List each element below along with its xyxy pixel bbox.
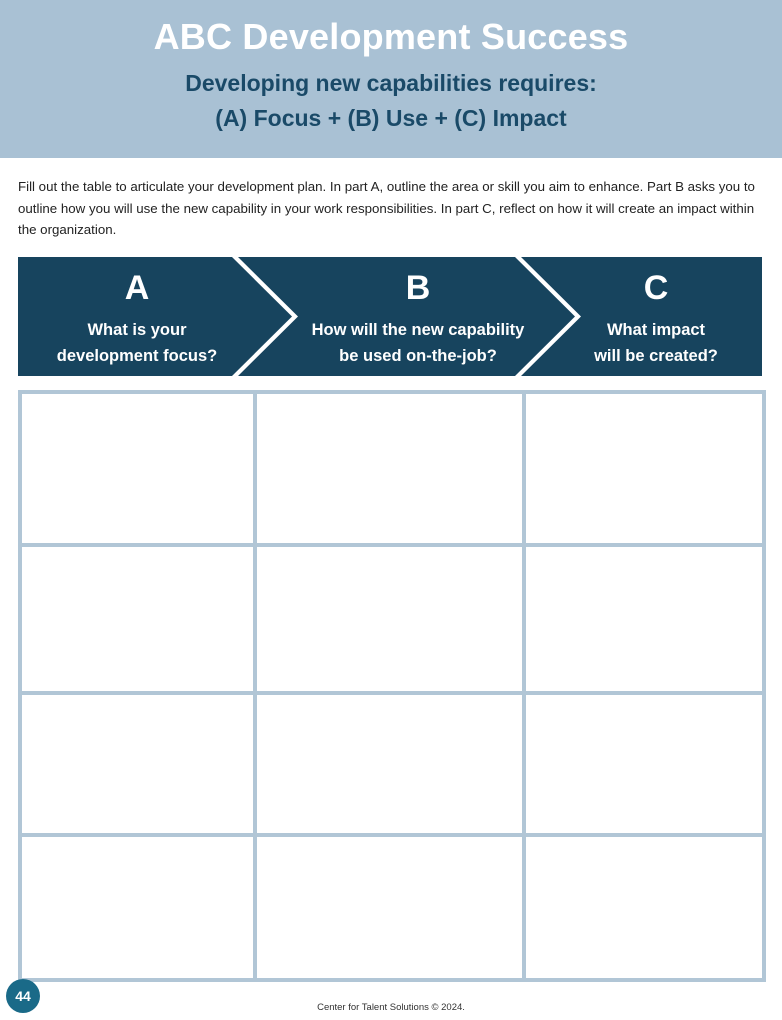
column-header-c: [566, 257, 746, 376]
column-question-c-line1: What impact: [606, 321, 706, 339]
column-question-a-line2: development focus?: [56, 347, 218, 365]
page-number-badge: 44: [6, 979, 40, 1013]
cell-focus[interactable]: [20, 545, 255, 693]
column-question-b-line2: be used on-the-job?: [339, 347, 497, 365]
abc-column-header: [18, 257, 762, 376]
header-banner: [0, 0, 782, 158]
development-plan-table: [18, 390, 766, 982]
page-title: ABC Development Success: [153, 16, 629, 57]
cell-impact[interactable]: [524, 392, 764, 545]
cell-use[interactable]: [255, 545, 524, 693]
cell-use[interactable]: [255, 392, 524, 545]
footer-copyright: Center for Talent Solutions © 2024.: [317, 1002, 465, 1013]
cell-use[interactable]: [255, 693, 524, 835]
cell-focus[interactable]: [20, 835, 255, 980]
cell-impact[interactable]: [524, 693, 764, 835]
cell-impact[interactable]: [524, 545, 764, 693]
column-header-b: [286, 257, 550, 376]
column-question-a-line1: What is your: [87, 321, 187, 339]
column-question-b-line1: How will the new capability: [311, 321, 525, 339]
column-header-a: [18, 257, 256, 376]
column-letter-b: B: [405, 269, 431, 307]
cell-use[interactable]: [255, 835, 524, 980]
page-subtitle-line1: Developing new capabilities requires:: [185, 70, 597, 96]
table-row: [20, 835, 764, 980]
cell-impact[interactable]: [524, 835, 764, 980]
cell-focus[interactable]: [20, 693, 255, 835]
column-letter-a: A: [124, 269, 150, 307]
column-letter-c: C: [643, 269, 669, 307]
table-row: [20, 545, 764, 693]
table-row: [20, 693, 764, 835]
column-question-c: [566, 317, 746, 369]
column-question-c-line2: will be created?: [594, 347, 718, 365]
cell-focus[interactable]: [20, 392, 255, 545]
column-question-b: [286, 317, 550, 369]
column-question-a: [18, 317, 256, 369]
page-subtitle-line2: (A) Focus + (B) Use + (C) Impact: [215, 105, 567, 131]
instructions-paragraph: Fill out the table to articulate your development plan. In part A, outline the area or skill you aim to enhance. Part B asks you to outline how you will use the new capability in your work responsibilities. In part C, reflect on how it will create an impact within the organization.: [18, 179, 755, 237]
table-row: [20, 392, 764, 545]
